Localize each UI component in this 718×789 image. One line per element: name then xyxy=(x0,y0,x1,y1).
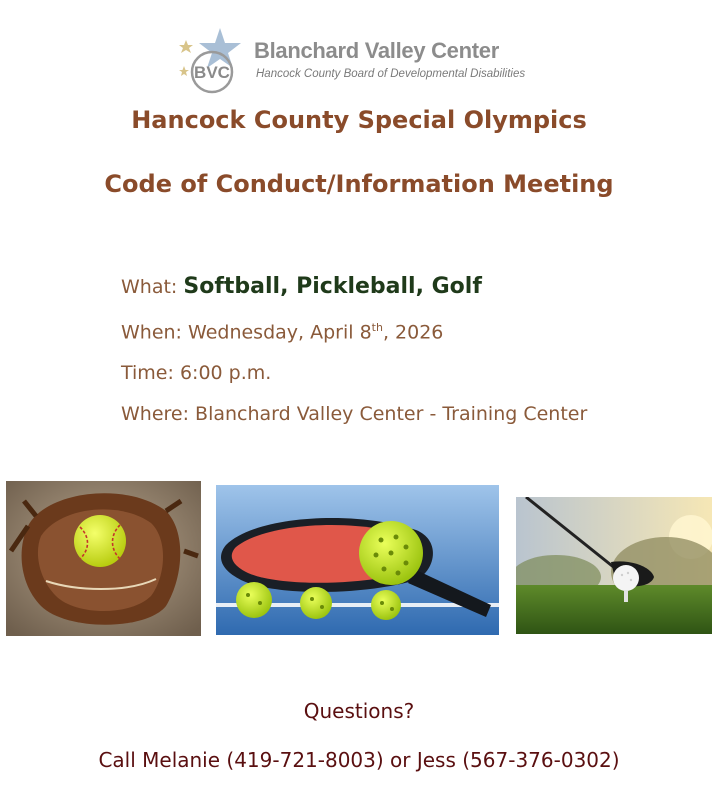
what-label: What: xyxy=(121,276,184,298)
event-title: Hancock County Special Olympics xyxy=(131,106,587,134)
questions-heading: Questions? xyxy=(303,699,415,723)
organization-logo xyxy=(176,26,546,96)
where-label: Where: xyxy=(121,403,196,425)
where-value: Blanchard Valley Center - Training Center xyxy=(195,403,588,425)
time-line xyxy=(121,362,271,384)
when-year: , 2026 xyxy=(382,321,444,344)
time-label: Time: xyxy=(121,362,180,384)
what-line xyxy=(121,274,482,299)
softball-glove-photo xyxy=(6,481,201,636)
contact-line: Call Melanie (419-721-8003) or Jess (567-376-0302) xyxy=(98,748,620,772)
when-line xyxy=(121,321,443,343)
logo-monogram: BVC xyxy=(194,63,230,82)
bvc-star-logo-icon xyxy=(176,26,248,96)
when-date: Wednesday, April 8 xyxy=(188,321,372,344)
logo-subtitle: Hancock County Board of Developmental Disabilities xyxy=(256,68,526,80)
logo-name: Blanchard Valley Center xyxy=(254,38,499,63)
golf-ball-photo xyxy=(516,497,712,634)
meeting-title: Code of Conduct/Information Meeting xyxy=(104,170,614,198)
where-line xyxy=(121,403,587,425)
when-label: When: xyxy=(121,321,189,344)
date-ordinal: th xyxy=(371,321,383,334)
sports-list: Softball, Pickleball, Golf xyxy=(183,274,482,299)
time-value: 6:00 p.m. xyxy=(179,362,272,384)
pickleball-paddle-photo xyxy=(216,485,499,635)
